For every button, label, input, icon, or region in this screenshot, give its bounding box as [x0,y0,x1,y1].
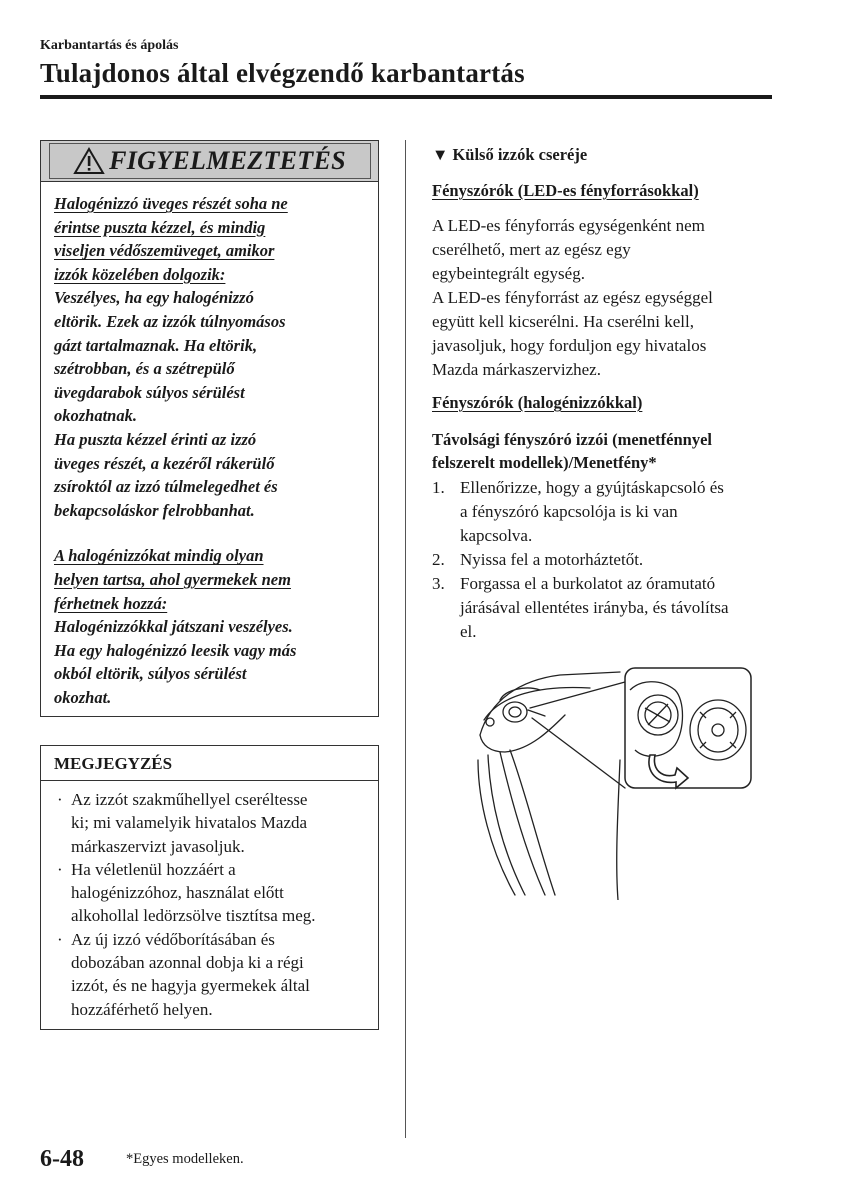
text-line: egybeintegrált egység. [432,264,585,283]
led-text [432,214,772,382]
step-text [460,572,729,644]
note-title: MEGJEGYZÉS [41,746,378,781]
step-item [432,548,772,572]
subheading-line: Távolsági fényszóró izzói (menetfénnyel [432,430,712,449]
highbeam-subheading [432,428,772,474]
step-line: kapcsolva. [460,526,533,545]
halogen-heading: Fényszórók (halogénizzókkal) [432,393,643,412]
warning-line: érintse puszta kézzel, és mindig [54,217,266,237]
warning-line: üvegdarabok súlyos sérülést [54,382,245,402]
text-line: Mazda márkaszervizhez. [432,360,601,379]
warning-box [40,140,379,717]
step-line: járásával ellentétes irányba, és távolítsa [460,598,729,617]
warning-line: izzók közelében dolgozik: [54,264,226,284]
note-line: · Az új izzó védőborításában és [71,929,275,949]
warning-line: Halogénizzó üveges részét soha ne [54,194,288,213]
steps-list [432,476,772,644]
warning-triangle-icon [73,147,105,175]
warning-line: Ha puszta kézzel érinti az izzó [54,429,257,449]
note-box [40,745,379,1030]
warning-line: okozhat. [54,687,112,707]
warning-line: gázt tartalmaznak. Ha eltörik, [54,335,258,355]
step-line: Nyissa fel a motorháztetőt. [460,550,644,569]
page-title: Tulajdonos által elvégzendő karbantartás [40,58,525,88]
list-item [55,928,366,1021]
warning-line: Ha egy halogénizzó leesik vagy más [54,640,297,660]
text-line: A LED-es fényforrás egységenként nem [432,216,705,235]
step-line: Ellenőrizze, hogy a gyújtáskapcsoló és [460,478,724,497]
warning-line: zsíroktól az izzó túlmelegedhet és [54,477,278,497]
warning-line: Halogénizzókkal játszani veszélyes. [54,617,293,637]
warning-title: FIGYELMEZTETÉS [109,146,346,175]
step-line: a fényszóró kapcsolója is ki van [460,502,678,521]
subheading-line: felszerelt modellek)/Menetfény* [432,453,657,472]
section-heading: ▼ Külső izzók cseréje [432,145,588,164]
warning-line: üveges részét, a kezéről rákerülő [54,453,275,473]
step-number: 3. [432,574,445,593]
warning-line: Veszélyes, ha egy halogénizzó [54,288,254,308]
note-line: hozzáférhető helyen. [71,999,213,1019]
note-line: ki; mi valamelyik hivatalos Mazda [71,813,308,833]
warning-line: helyen tartsa, ahol gyermekek nem [54,569,291,589]
warning-line: eltörik. Ezek az izzók túlnyomásos [54,311,286,331]
text-line: A LED-es fényforrást az egész egységgel [432,288,713,307]
page-number: 6-48 [40,1146,84,1172]
warning-line: A halogénizzókat mindig olyan [54,546,264,566]
note-line: · Az izzót szakműhellyel cseréltesse [71,790,308,809]
step-number: 2. [432,550,445,569]
column-divider [405,140,406,1138]
led-heading: Fényszórók (LED-es fényforrásokkal) [432,181,699,200]
warning-header-frame [49,143,371,179]
warning-body [41,182,378,709]
warning-line: viseljen védőszemüveget, amikor [54,241,275,261]
warning-line: okból eltörik, súlyos sérülést [54,664,247,684]
text-line: cserélhető, mert az egész egy [432,240,631,259]
warning-line: férhetnek hozzá: [54,593,168,613]
list-item [55,788,366,858]
note-line: halogénizzóhoz, használat előtt [71,883,284,903]
spacer [54,522,364,544]
note-line: alkohollal ledörzsölve tisztítsa meg. [71,906,316,926]
step-number: 1. [432,478,445,497]
text-line: együtt kell kicserélni. Ha cserélni kell, [432,312,694,331]
warning-line: bekapcsoláskor felrobbanhat. [54,500,255,520]
note-line: · Ha véletlenül hozzáért a [71,859,236,879]
note-line: izzót, és ne hagyja gyermekek által [71,976,310,996]
step-line: Forgassa el a burkolatot az óramutató [460,574,716,593]
warning-header [41,141,378,182]
text-line: javasoljuk, hogy forduljon egy hivatalos [432,336,707,355]
list-item [55,858,366,928]
warning-line: okozhatnak. [54,406,137,426]
note-list [41,781,378,1021]
step-item [432,572,772,644]
step-text [460,548,643,572]
step-line: el. [460,622,477,641]
headlamp-cover-removal-illustration [470,660,760,900]
note-line: dobozában azonnal dobja ki a régi [71,953,304,973]
step-text [460,476,724,548]
warning-line: szétrobban, és a szétrepülő [54,359,235,379]
note-line: márkaszervizt javasoljuk. [71,836,245,856]
step-item [432,476,772,548]
title-divider [40,95,772,99]
section-label: Karbantartás és ápolás [40,38,179,53]
footnote: *Egyes modelleken. [126,1151,244,1167]
